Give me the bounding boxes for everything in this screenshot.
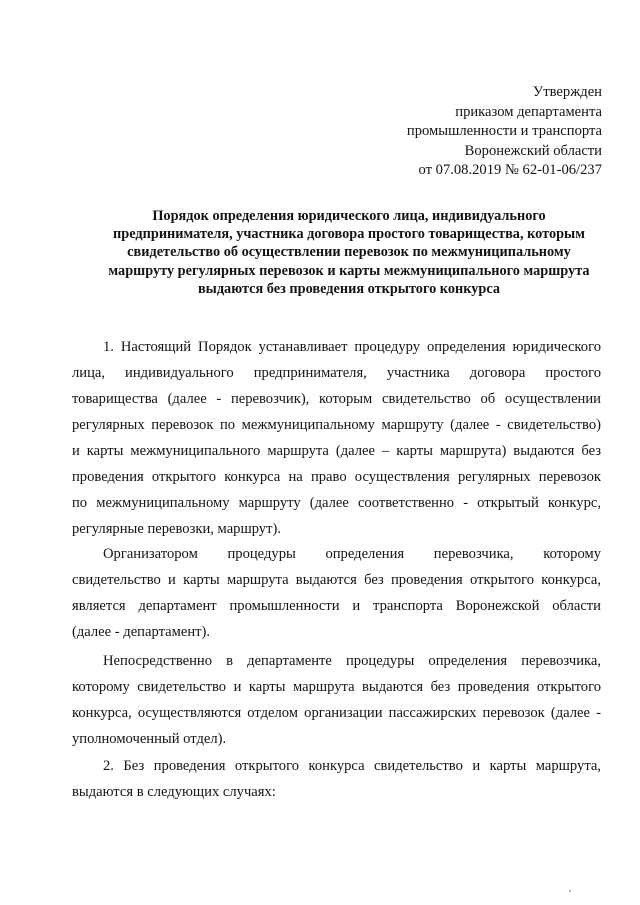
paragraph-3 — [72, 648, 601, 752]
title-line: предпринимателя, участника договора простого товарищества, которым — [113, 226, 585, 243]
document-title — [64, 207, 634, 298]
text-line: и карты межмуниципального маршрута (далее – карты маршрута) выдаются без — [72, 443, 601, 459]
paragraph-4 — [72, 753, 601, 805]
text-line: проведения открытого конкурса на право осуществления регулярных перевозок — [72, 469, 601, 485]
title-line: Порядок определения юридического лица, индивидуального — [152, 208, 546, 224]
text-line: регулярных перевозок по межмуниципальному маршруту (далее - свидетельство) — [72, 417, 601, 433]
text-line: лица, индивидуального предпринимателя, участника договора простого — [72, 365, 601, 381]
approval-stamp — [407, 83, 602, 181]
approval-line: Утвержден — [532, 84, 602, 100]
text-line: является департамент промышленности и транспорта Воронежской области — [72, 598, 601, 614]
approval-date-number: от 07.08.2019 № 62-01-06/237 — [418, 162, 602, 178]
text-line: Непосредственно в департаменте процедуры определения перевозчика, — [103, 653, 601, 669]
text-line: (далее - департамент). — [72, 624, 211, 640]
text-line: которому свидетельство и карты маршрута выдаются без проведения открытого — [72, 679, 601, 695]
approval-line: Воронежский области — [464, 142, 602, 159]
paragraph-1 — [72, 334, 601, 542]
title-line: маршруту регулярных перевозок и карты межмуниципального маршрута — [108, 262, 590, 279]
title-line: выдаются без проведения открытого конкурса — [197, 280, 501, 297]
text-line: 2. Без проведения открытого конкурса свидетельство и карты маршрута, — [103, 758, 601, 774]
text-line: свидетельство и карты маршрута выдаются без проведения открытого конкурса, — [72, 572, 601, 588]
approval-line: промышленности и транспорта — [406, 123, 602, 139]
text-line: уполномоченный отдел). — [72, 731, 227, 747]
paragraph-2 — [72, 541, 601, 645]
text-line: выдаются в следующих случаях: — [72, 784, 276, 800]
title-line: свидетельство об осуществлении перевозок по межмуниципальному — [127, 244, 571, 261]
approval-line: приказом департамента — [455, 103, 602, 120]
text-line: Организатором процедуры определения перевозчика, которому — [103, 546, 601, 562]
text-line: 1. Настоящий Порядок устанавливает процедуру определения юридического — [103, 339, 601, 355]
text-line: товарищества (далее - перевозчик), которым свидетельство об осуществлении — [72, 391, 601, 407]
text-line: конкурса, осуществляются отделом организации пассажирских перевозок (далее - — [72, 705, 601, 721]
text-line: регулярные перевозки, маршрут). — [72, 521, 281, 537]
scan-speck — [569, 890, 571, 892]
text-line: по межмуниципальному маршруту (далее соответственно - открытый конкурс, — [72, 495, 601, 511]
